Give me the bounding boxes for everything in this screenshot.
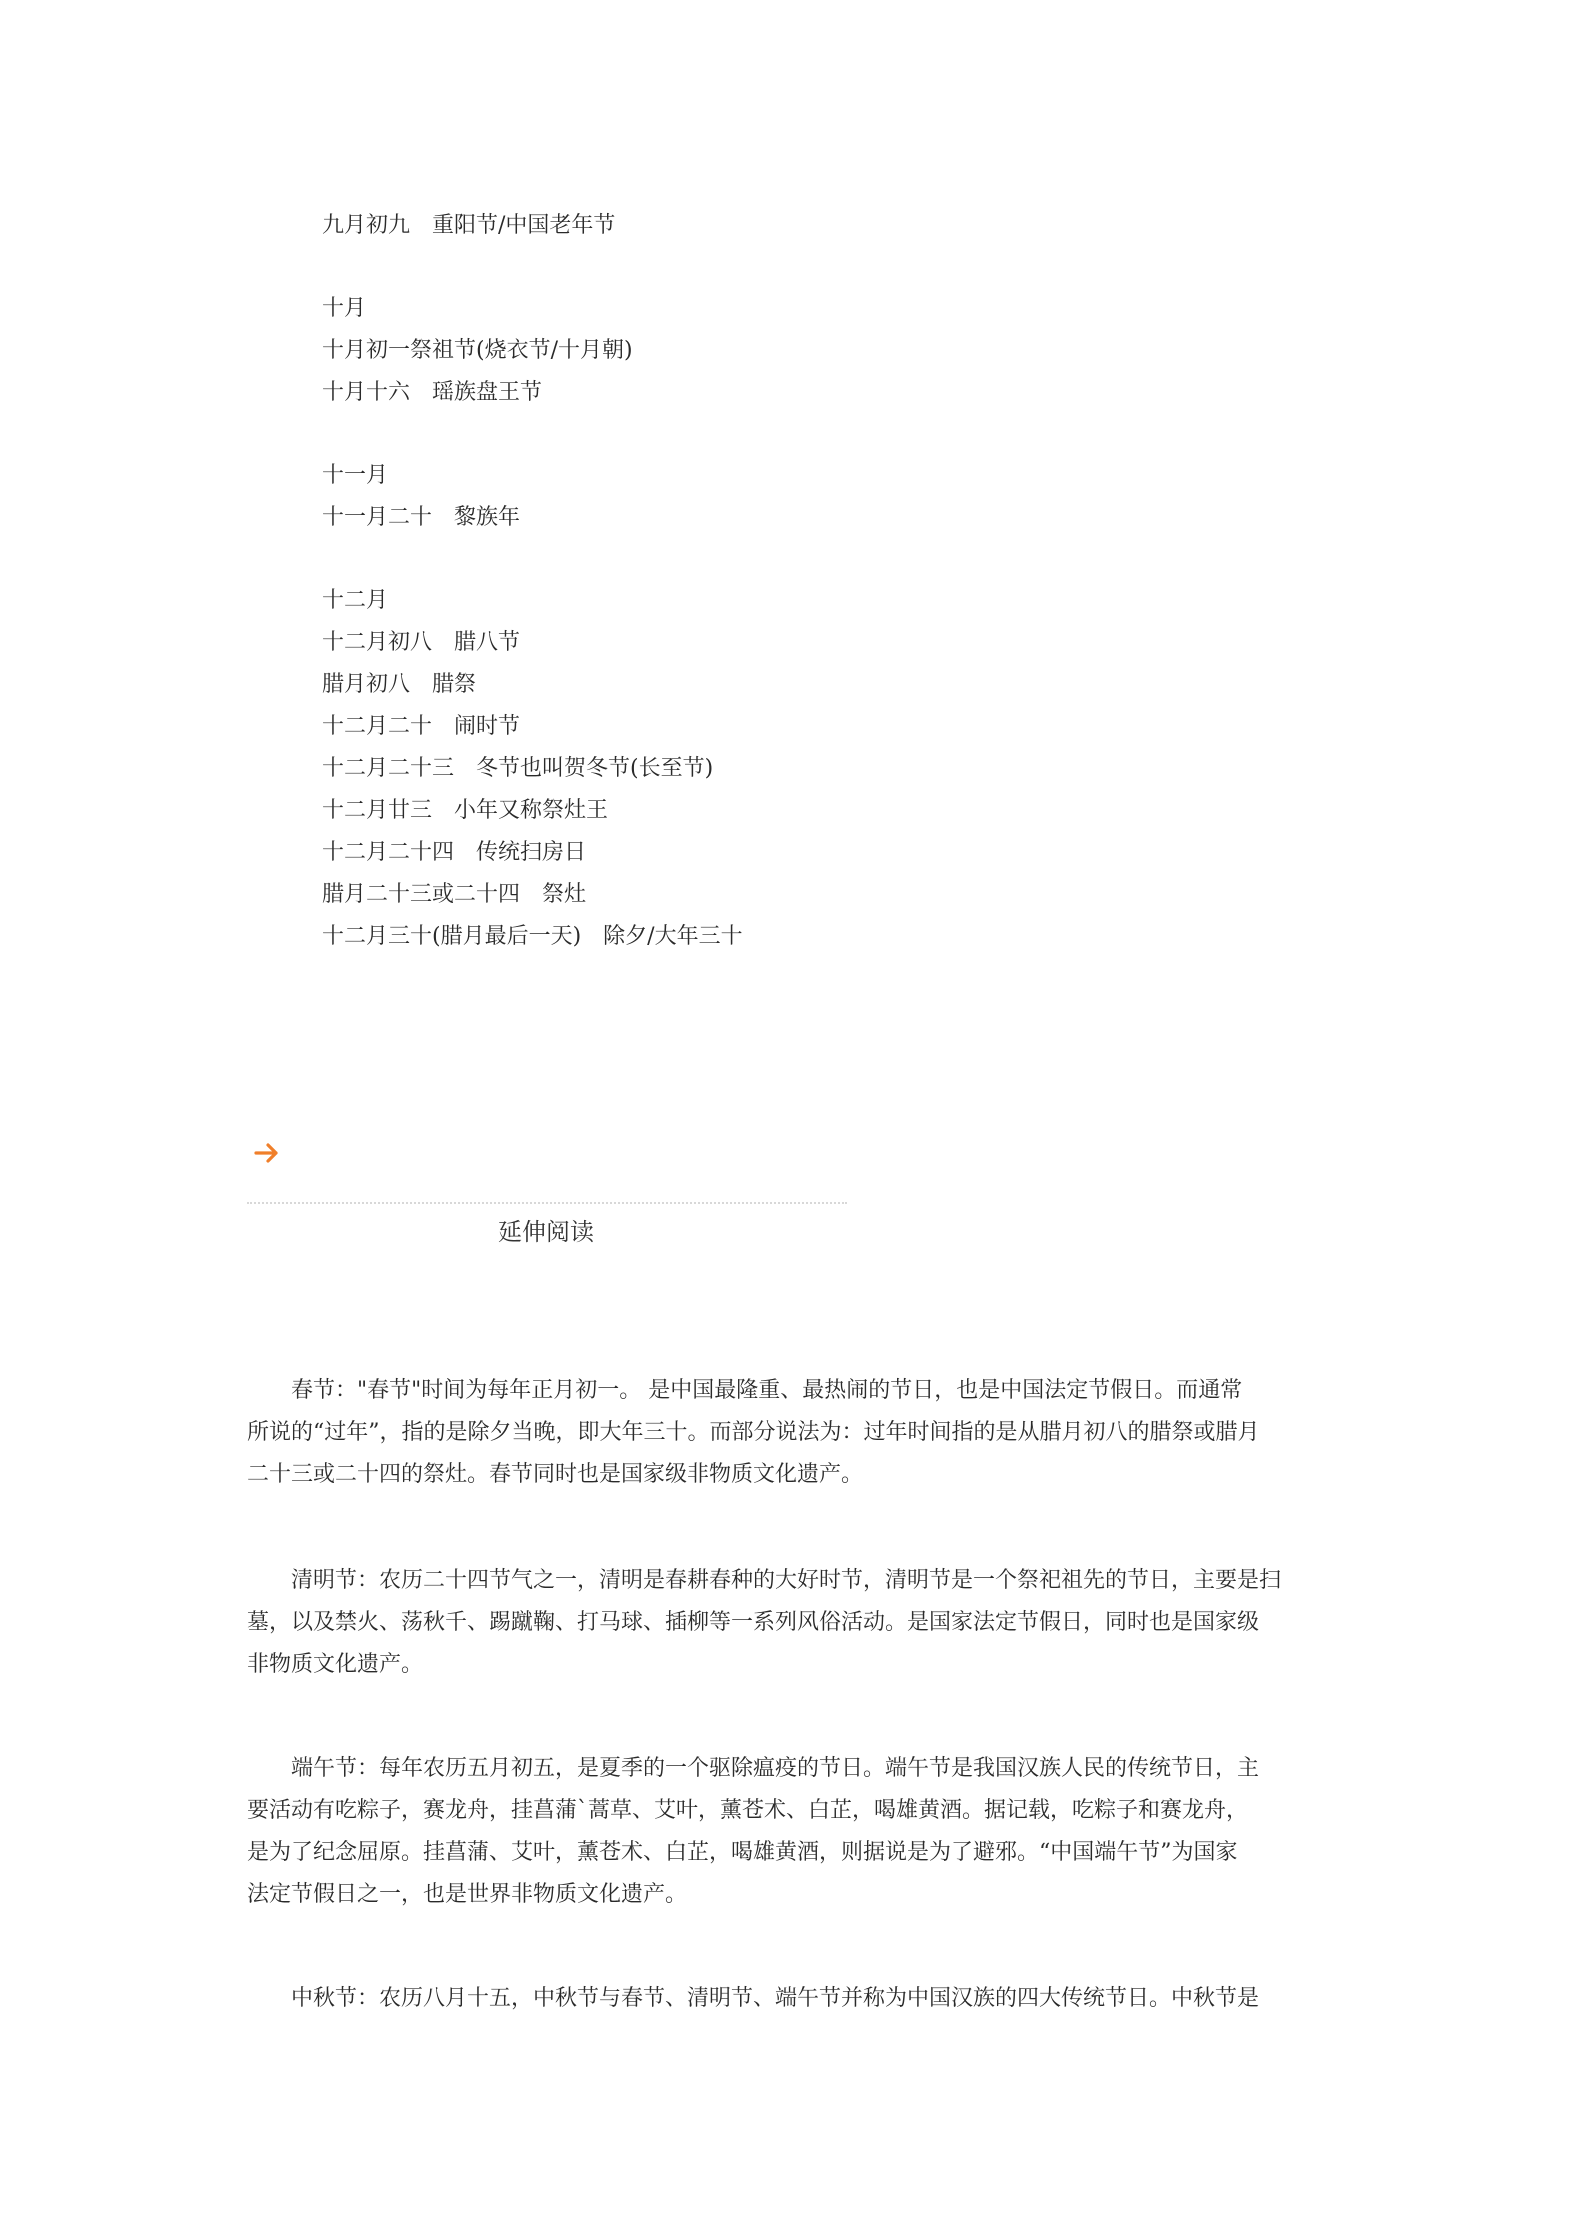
paragraph-line: 是为了纪念屈原。挂菖蒲、艾叶，薰苍术、白芷，喝雄黄酒，则据说是为了避邪。“中国端午节”为国家	[247, 1840, 1238, 1865]
calendar-spacer	[322, 414, 1222, 455]
paragraph-line: 清明节：农历二十四节气之一，清明是春耕春种的大好时节，清明节是一个祭祀祖先的节日，主要是扫	[247, 1568, 1282, 1593]
calendar-row: 十月初一祭祖节(烧衣节/十月朝)	[322, 338, 633, 363]
paragraph-mid-autumn-festival	[247, 1978, 1347, 2020]
paragraph-spring-festival	[247, 1370, 1347, 1496]
paragraph-line: 要活动有吃粽子，赛龙舟，挂菖蒲`蒿草、艾叶，薰苍术、白芷，喝雄黄酒。据记载，吃粽子和赛龙舟，	[247, 1798, 1249, 1823]
section-title-extended-reading: 延伸阅读	[498, 1218, 594, 1246]
calendar-row: 十二月二十 闹时节	[322, 714, 521, 739]
festival-calendar-list	[322, 205, 1222, 958]
calendar-row: 十二月初八 腊八节	[322, 630, 521, 655]
arrow-right-icon	[250, 1136, 284, 1170]
calendar-row: 十一月	[322, 463, 389, 488]
section-divider	[247, 1202, 847, 1204]
calendar-row: 腊月初八 腊祭	[322, 672, 477, 697]
paragraph-line: 二十三或二十四的祭灶。春节同时也是国家级非物质文化遗产。	[247, 1462, 864, 1487]
calendar-spacer	[322, 539, 1222, 580]
paragraph-line: 中秋节：农历八月十五，中秋节与春节、清明节、端午节并称为中国汉族的四大传统节日。中秋节是	[247, 1986, 1260, 2011]
paragraph-dragon-boat-festival	[247, 1748, 1347, 1916]
calendar-row: 十一月二十 黎族年	[322, 505, 521, 530]
calendar-row: 十二月二十四 传统扫房日	[322, 840, 587, 865]
calendar-row: 十月十六 瑶族盘王节	[322, 380, 543, 405]
calendar-row: 十月	[322, 296, 367, 321]
paragraph-line: 端午节：每年农历五月初五，是夏季的一个驱除瘟疫的节日。端午节是我国汉族人民的传统节日，主	[247, 1756, 1260, 1781]
paragraph-line: 法定节假日之一，也是世界非物质文化遗产。	[247, 1882, 688, 1907]
calendar-spacer	[322, 247, 1222, 288]
paragraph-line: 非物质文化遗产。	[247, 1652, 424, 1677]
calendar-row: 十二月二十三 冬节也叫贺冬节(长至节)	[322, 756, 714, 781]
calendar-row: 九月初九 重阳节/中国老年节	[322, 213, 616, 238]
calendar-row: 十二月三十(腊月最后一天) 除夕/大年三十	[322, 924, 743, 949]
paragraph-qingming-festival	[247, 1560, 1347, 1686]
paragraph-line: 所说的“过年”，指的是除夕当晚，即大年三十。而部分说法为：过年时间指的是从腊月初八的腊祭或腊月	[247, 1420, 1260, 1445]
paragraph-line: 春节："春节"时间为每年正月初一。 是中国最隆重、最热闹的节日，也是中国法定节假日。而通常	[247, 1378, 1243, 1403]
calendar-row: 十二月廿三 小年又称祭灶王	[322, 798, 609, 823]
calendar-row: 腊月二十三或二十四 祭灶	[322, 882, 587, 907]
paragraph-line: 墓，以及禁火、荡秋千、踢蹴鞠、打马球、插柳等一系列风俗活动。是国家法定节假日，同时也是国家级	[247, 1610, 1260, 1635]
calendar-row: 十二月	[322, 588, 389, 613]
